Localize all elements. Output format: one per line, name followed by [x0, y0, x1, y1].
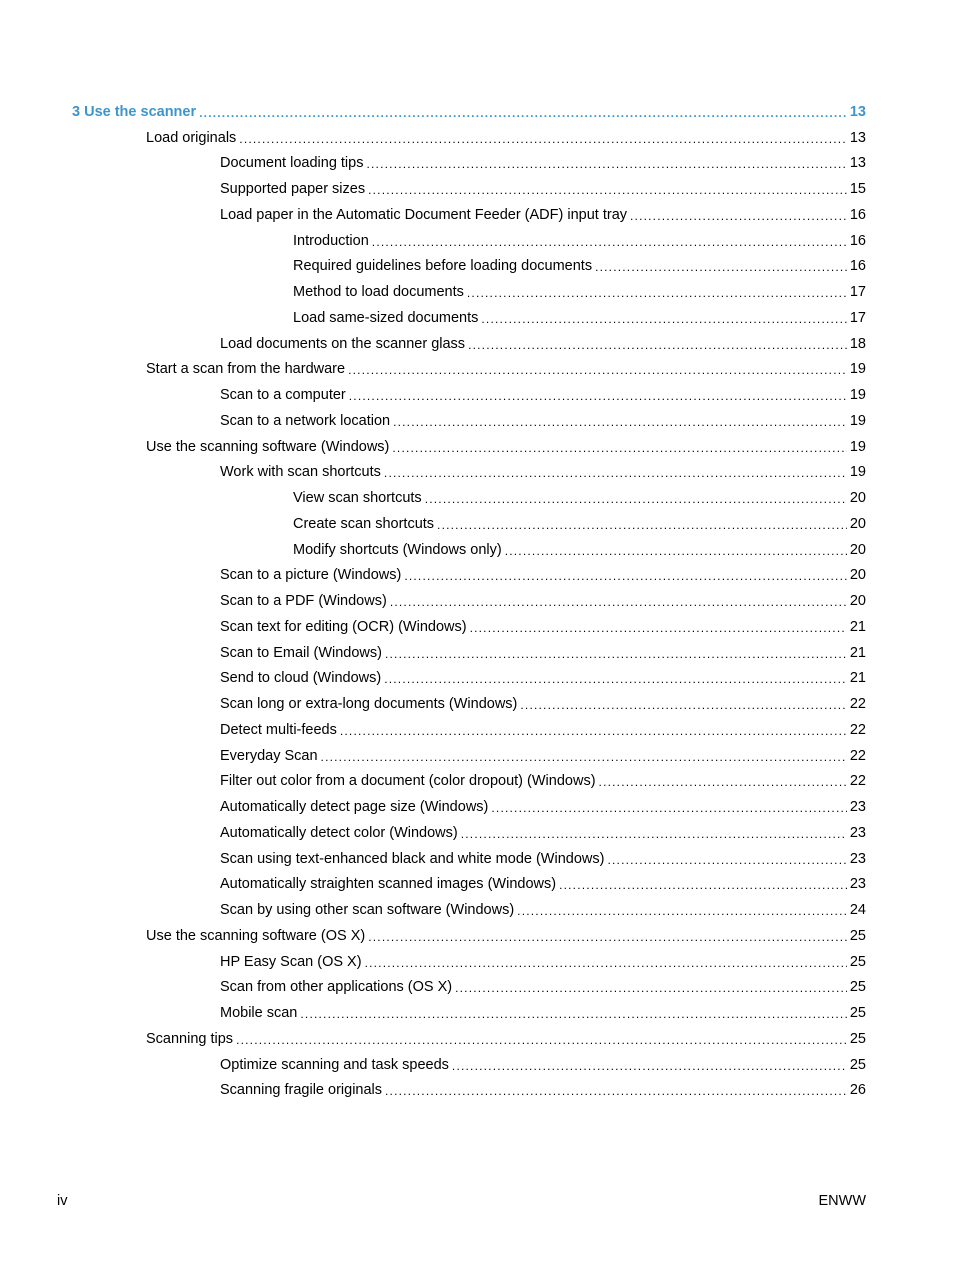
toc-entry[interactable]: [0, 431, 954, 457]
toc-entry-title[interactable]: Load paper in the Automatic Document Feeder (ADF) input tray: [220, 206, 628, 223]
toc-entry[interactable]: [0, 869, 954, 895]
toc-leader-dots: [199, 104, 847, 122]
toc-leader-dots: [470, 619, 847, 637]
toc-entry-title[interactable]: Detect multi-feeds: [220, 721, 337, 738]
toc-entry[interactable]: [0, 843, 954, 869]
toc-entry[interactable]: [0, 225, 954, 251]
footer-doc-code: ENWW: [818, 1193, 866, 1209]
toc-entry[interactable]: [0, 457, 954, 483]
toc-entry[interactable]: [0, 585, 954, 611]
toc-leader-dots: [468, 336, 847, 354]
toc-entry-page[interactable]: 16: [849, 206, 866, 223]
toc-entry-title[interactable]: Scan to Email (Windows): [220, 644, 382, 661]
toc-leader-dots: [467, 284, 847, 302]
toc-entry-page[interactable]: 22: [849, 696, 866, 712]
toc-entry[interactable]: [0, 328, 954, 354]
toc-chapter-entry[interactable]: [0, 96, 954, 122]
toc-entry-page[interactable]: 25: [849, 1005, 866, 1021]
toc-entry-title[interactable]: Scan to a network location: [220, 412, 391, 429]
toc-entry-title[interactable]: Automatically straighten scanned images (Windows): [220, 876, 557, 893]
toc-entry[interactable]: [0, 405, 954, 431]
toc-entry-page[interactable]: 19: [849, 438, 866, 455]
toc-leader-dots: [505, 542, 847, 560]
toc-entry-page[interactable]: 16: [849, 232, 866, 249]
toc-entry[interactable]: [0, 302, 954, 328]
toc-entry-title[interactable]: Use the scanning software (OS X): [146, 927, 366, 944]
toc-entry[interactable]: [0, 1049, 954, 1075]
toc-entry-title[interactable]: Work with scan shortcuts: [220, 464, 381, 481]
toc-entry-page[interactable]: 13: [849, 129, 866, 146]
toc-entry-title[interactable]: Start a scan from the hardware: [146, 361, 346, 378]
toc-entry-title[interactable]: Optimize scanning and task speeds: [220, 1056, 449, 1073]
toc-entry-title[interactable]: 3 Use the scanner: [72, 103, 197, 120]
toc-entry-page[interactable]: 20: [849, 490, 866, 506]
toc-entry[interactable]: [0, 482, 954, 508]
toc-leader-dots: [404, 567, 847, 585]
toc-entry-page[interactable]: 20: [849, 515, 866, 532]
toc-entry-page[interactable]: 21: [849, 670, 866, 687]
toc-entry-page[interactable]: 20: [849, 541, 866, 558]
toc-entry-title[interactable]: Supported paper sizes: [220, 181, 366, 197]
toc-entry[interactable]: [0, 611, 954, 637]
toc-entry-title[interactable]: Scan long or extra-long documents (Windows): [220, 696, 518, 712]
toc-entry[interactable]: [0, 379, 954, 405]
toc-entry-title[interactable]: Mobile scan: [220, 1005, 298, 1021]
toc-leader-dots: [607, 851, 846, 869]
toc-entry-page[interactable]: 23: [849, 876, 866, 893]
toc-entry-page[interactable]: 18: [849, 335, 866, 352]
toc-leader-dots: [461, 825, 847, 843]
toc-leader-dots: [321, 748, 847, 766]
toc-entry-title[interactable]: Scan to a PDF (Windows): [220, 593, 387, 609]
toc-entry-page[interactable]: 13: [849, 155, 866, 172]
toc-entry-page[interactable]: 23: [849, 824, 866, 841]
toc-entry-page[interactable]: 21: [849, 618, 866, 635]
toc-entry-title[interactable]: Scan text for editing (OCR) (Windows): [220, 618, 467, 635]
toc-entry-title[interactable]: Automatically detect color (Windows): [220, 824, 458, 841]
toc-entry-title[interactable]: HP Easy Scan (OS X): [220, 953, 362, 970]
toc-entry[interactable]: [0, 766, 954, 792]
toc-leader-dots: [372, 233, 847, 251]
toc-entry-title[interactable]: Scan using text-enhanced black and white mode (Windows): [220, 850, 605, 867]
toc-leader-dots: [368, 928, 847, 946]
toc-leader-dots: [559, 876, 847, 894]
toc-entry[interactable]: [0, 534, 954, 560]
toc-entry-page[interactable]: 23: [849, 850, 866, 867]
toc-entry[interactable]: [0, 251, 954, 277]
toc-entry-page[interactable]: 22: [849, 773, 866, 790]
toc-entry[interactable]: [0, 276, 954, 302]
toc-leader-dots: [300, 1005, 846, 1023]
toc-leader-dots: [385, 1082, 847, 1100]
toc-leader-dots: [437, 516, 847, 534]
toc-leader-dots: [520, 696, 846, 714]
toc-entry-title[interactable]: View scan shortcuts: [293, 490, 422, 506]
toc-entry-page[interactable]: 20: [849, 567, 866, 584]
toc-entry-page[interactable]: 20: [849, 593, 866, 609]
toc-entry-title[interactable]: Automatically detect page size (Windows): [220, 799, 489, 815]
toc-entry-title[interactable]: Everyday Scan: [220, 747, 318, 764]
toc-leader-dots: [392, 439, 846, 457]
toc-entry-title[interactable]: Modify shortcuts (Windows only): [293, 541, 502, 558]
toc-entry-page[interactable]: 17: [849, 284, 866, 300]
toc-entry-page[interactable]: 25: [849, 1030, 866, 1047]
toc-entry-title[interactable]: Method to load documents: [293, 284, 464, 300]
toc-entry[interactable]: [0, 122, 954, 148]
toc-leader-dots: [630, 207, 847, 225]
toc-entry-title[interactable]: Create scan shortcuts: [293, 515, 435, 532]
toc-entry[interactable]: [0, 920, 954, 946]
toc-leader-dots: [384, 464, 847, 482]
toc-leader-dots: [368, 181, 847, 199]
toc-entry-page[interactable]: 23: [849, 799, 866, 815]
toc-entry-page[interactable]: 25: [849, 927, 866, 944]
toc-entry-page[interactable]: 19: [849, 387, 866, 403]
toc-entry-title[interactable]: Load same-sized documents: [293, 309, 479, 326]
toc-entry-title[interactable]: Load documents on the scanner glass: [220, 335, 466, 352]
toc-entry[interactable]: [0, 354, 954, 380]
toc-entry-page[interactable]: 13: [849, 103, 866, 120]
toc-entry[interactable]: [0, 972, 954, 998]
toc-entry-page[interactable]: 26: [849, 1082, 866, 1099]
toc-entry-title[interactable]: Document loading tips: [220, 155, 364, 172]
toc-entry-page[interactable]: 15: [849, 181, 866, 197]
toc-leader-dots: [393, 413, 847, 431]
toc-entry-title[interactable]: Scan from other applications (OS X): [220, 979, 453, 996]
toc-leader-dots: [425, 490, 847, 508]
toc-leader-dots: [517, 902, 847, 920]
toc-entry-title[interactable]: Filter out color from a document (color dropout) (Windows): [220, 773, 596, 790]
toc-entry[interactable]: [0, 817, 954, 843]
toc-entry[interactable]: [0, 894, 954, 920]
toc-entry[interactable]: [0, 199, 954, 225]
toc-entry-page[interactable]: 22: [849, 721, 866, 738]
toc-entry[interactable]: [0, 1075, 954, 1101]
toc-entry-title[interactable]: Scanning tips: [146, 1030, 234, 1047]
toc-entry-page[interactable]: 25: [849, 953, 866, 970]
toc-leader-dots: [384, 670, 847, 688]
toc-leader-dots: [239, 130, 847, 148]
toc-entry-page[interactable]: 25: [849, 1056, 866, 1073]
toc-leader-dots: [236, 1031, 847, 1049]
toc-entry-page[interactable]: 16: [849, 258, 866, 275]
toc-entry-title[interactable]: Scan by using other scan software (Windows): [220, 902, 515, 918]
toc-entry-title[interactable]: Use the scanning software (Windows): [146, 438, 390, 455]
toc-entry-page[interactable]: 19: [849, 464, 866, 481]
toc-entry[interactable]: [0, 688, 954, 714]
toc-leader-dots: [365, 954, 847, 972]
toc-leader-dots: [452, 1057, 847, 1075]
toc-entry[interactable]: [0, 663, 954, 689]
toc-entry-page[interactable]: 22: [849, 747, 866, 764]
toc-leader-dots: [366, 155, 846, 173]
toc-leader-dots: [348, 361, 847, 379]
toc-entry[interactable]: [0, 946, 954, 972]
toc-leader-dots: [481, 310, 846, 328]
toc-entry[interactable]: [0, 791, 954, 817]
toc-entry[interactable]: [0, 1023, 954, 1049]
toc-leader-dots: [595, 258, 847, 276]
toc-leader-dots: [599, 773, 847, 791]
toc-entry[interactable]: [0, 560, 954, 586]
toc-entry-page[interactable]: 19: [849, 361, 866, 378]
toc-leader-dots: [455, 979, 847, 997]
toc-entry[interactable]: [0, 997, 954, 1023]
toc-entry-title[interactable]: Introduction: [293, 232, 369, 249]
toc-entry-page[interactable]: 17: [849, 309, 866, 326]
toc-leader-dots: [349, 387, 847, 405]
toc-entry-title[interactable]: Load originals: [146, 129, 237, 146]
toc-entry-page[interactable]: 24: [849, 902, 866, 918]
toc-entry-title[interactable]: Required guidelines before loading documents: [293, 258, 593, 275]
toc-entry[interactable]: [0, 508, 954, 534]
toc-entry-page[interactable]: 19: [849, 412, 866, 429]
toc-leader-dots: [491, 799, 846, 817]
toc-entry-title[interactable]: Send to cloud (Windows): [220, 670, 382, 687]
toc-entry[interactable]: [0, 637, 954, 663]
toc-entry[interactable]: [0, 148, 954, 174]
toc-entry-page[interactable]: 25: [849, 979, 866, 996]
table-of-contents: [0, 96, 954, 1100]
footer-page-number: iv: [57, 1193, 68, 1209]
toc-leader-dots: [390, 593, 847, 611]
toc-entry-page[interactable]: 21: [849, 644, 866, 661]
toc-leader-dots: [385, 645, 847, 663]
toc-entry[interactable]: [0, 740, 954, 766]
toc-entry[interactable]: [0, 173, 954, 199]
toc-entry[interactable]: [0, 714, 954, 740]
toc-entry-title[interactable]: Scan to a picture (Windows): [220, 567, 402, 584]
toc-leader-dots: [340, 722, 847, 740]
toc-entry-title[interactable]: Scanning fragile originals: [220, 1082, 383, 1099]
toc-entry-title[interactable]: Scan to a computer: [220, 387, 346, 403]
